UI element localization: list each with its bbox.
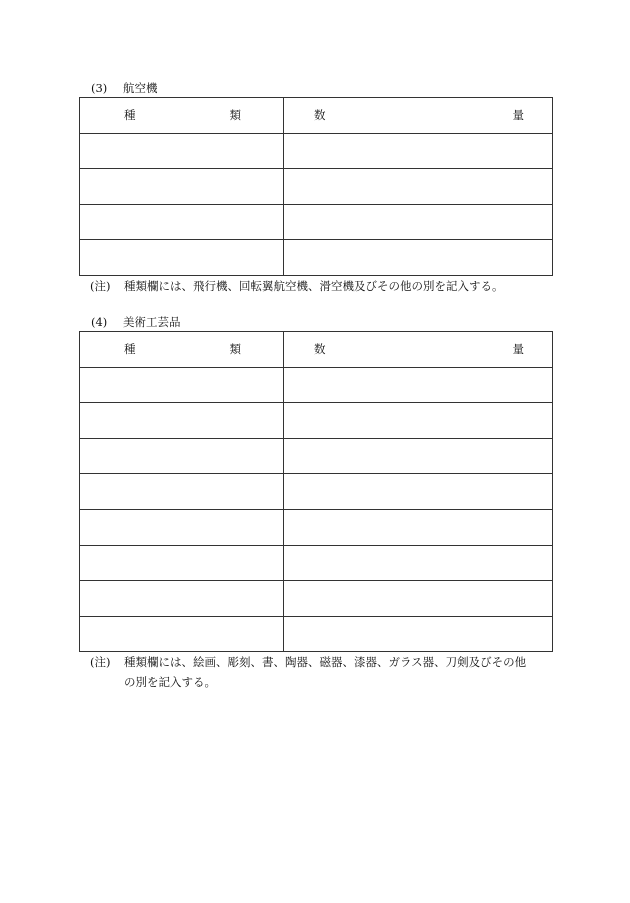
- section4-number: (4): [91, 315, 108, 329]
- note-text-line1: 種類欄には、絵画、彫刻、書、陶器、磁器、漆器、ガラス器、刀剣及びその他: [124, 655, 527, 669]
- quantity-cell[interactable]: [284, 616, 553, 652]
- table-row: [80, 133, 553, 169]
- kind-header-char1: 種: [124, 108, 136, 123]
- section4-title: 美術工芸品: [123, 315, 181, 329]
- kind-cell[interactable]: [80, 133, 284, 169]
- note-label: (注): [90, 279, 111, 293]
- section4-heading: [91, 314, 181, 330]
- table-row: [80, 204, 553, 240]
- table-row: [80, 474, 553, 510]
- section4-table: [79, 331, 553, 652]
- section3-title: 航空機: [123, 81, 158, 95]
- table-row: [80, 169, 553, 205]
- quantity-cell[interactable]: [284, 545, 553, 581]
- section3-header-row: [80, 98, 553, 134]
- kind-cell[interactable]: [80, 169, 284, 205]
- quantity-cell[interactable]: [284, 403, 553, 439]
- kind-cell[interactable]: [80, 204, 284, 240]
- qty-header-char1: 数: [314, 108, 326, 123]
- quantity-cell[interactable]: [284, 240, 553, 276]
- table-row: [80, 509, 553, 545]
- quantity-cell[interactable]: [284, 581, 553, 617]
- quantity-cell[interactable]: [284, 169, 553, 205]
- quantity-cell[interactable]: [284, 204, 553, 240]
- table-row: [80, 240, 553, 276]
- kind-header-char2: 類: [229, 108, 241, 123]
- kind-cell[interactable]: [80, 438, 284, 474]
- section3-heading: [91, 80, 158, 96]
- quantity-cell[interactable]: [284, 367, 553, 403]
- kind-header-char2: 類: [229, 342, 241, 357]
- column-header-quantity: [284, 332, 553, 368]
- table-row: [80, 581, 553, 617]
- table-row: [80, 545, 553, 581]
- kind-cell[interactable]: [80, 545, 284, 581]
- quantity-cell[interactable]: [284, 509, 553, 545]
- table-row: [80, 438, 553, 474]
- kind-cell[interactable]: [80, 509, 284, 545]
- kind-cell[interactable]: [80, 474, 284, 510]
- note-text: 種類欄には、飛行機、回転翼航空機、滑空機及びその他の別を記入する。: [124, 279, 504, 293]
- column-header-quantity: [284, 98, 553, 134]
- section4-header-row: [80, 332, 553, 368]
- table-row: [80, 616, 553, 652]
- note-label: (注): [90, 655, 111, 669]
- section4-note: [90, 652, 560, 692]
- section3-number: (3): [91, 81, 108, 95]
- kind-cell[interactable]: [80, 581, 284, 617]
- section3-table: [79, 97, 553, 276]
- qty-header-char1: 数: [314, 342, 326, 357]
- column-header-kind: [80, 98, 284, 134]
- note-text-line2: の別を記入する。: [124, 675, 216, 689]
- kind-header-char1: 種: [124, 342, 136, 357]
- section3-note: [90, 276, 560, 296]
- kind-cell[interactable]: [80, 403, 284, 439]
- quantity-cell[interactable]: [284, 438, 553, 474]
- table-row: [80, 367, 553, 403]
- quantity-cell[interactable]: [284, 133, 553, 169]
- kind-cell[interactable]: [80, 367, 284, 403]
- quantity-cell[interactable]: [284, 474, 553, 510]
- qty-header-char2: 量: [512, 108, 524, 123]
- kind-cell[interactable]: [80, 240, 284, 276]
- kind-cell[interactable]: [80, 616, 284, 652]
- column-header-kind: [80, 332, 284, 368]
- table-row: [80, 403, 553, 439]
- qty-header-char2: 量: [512, 342, 524, 357]
